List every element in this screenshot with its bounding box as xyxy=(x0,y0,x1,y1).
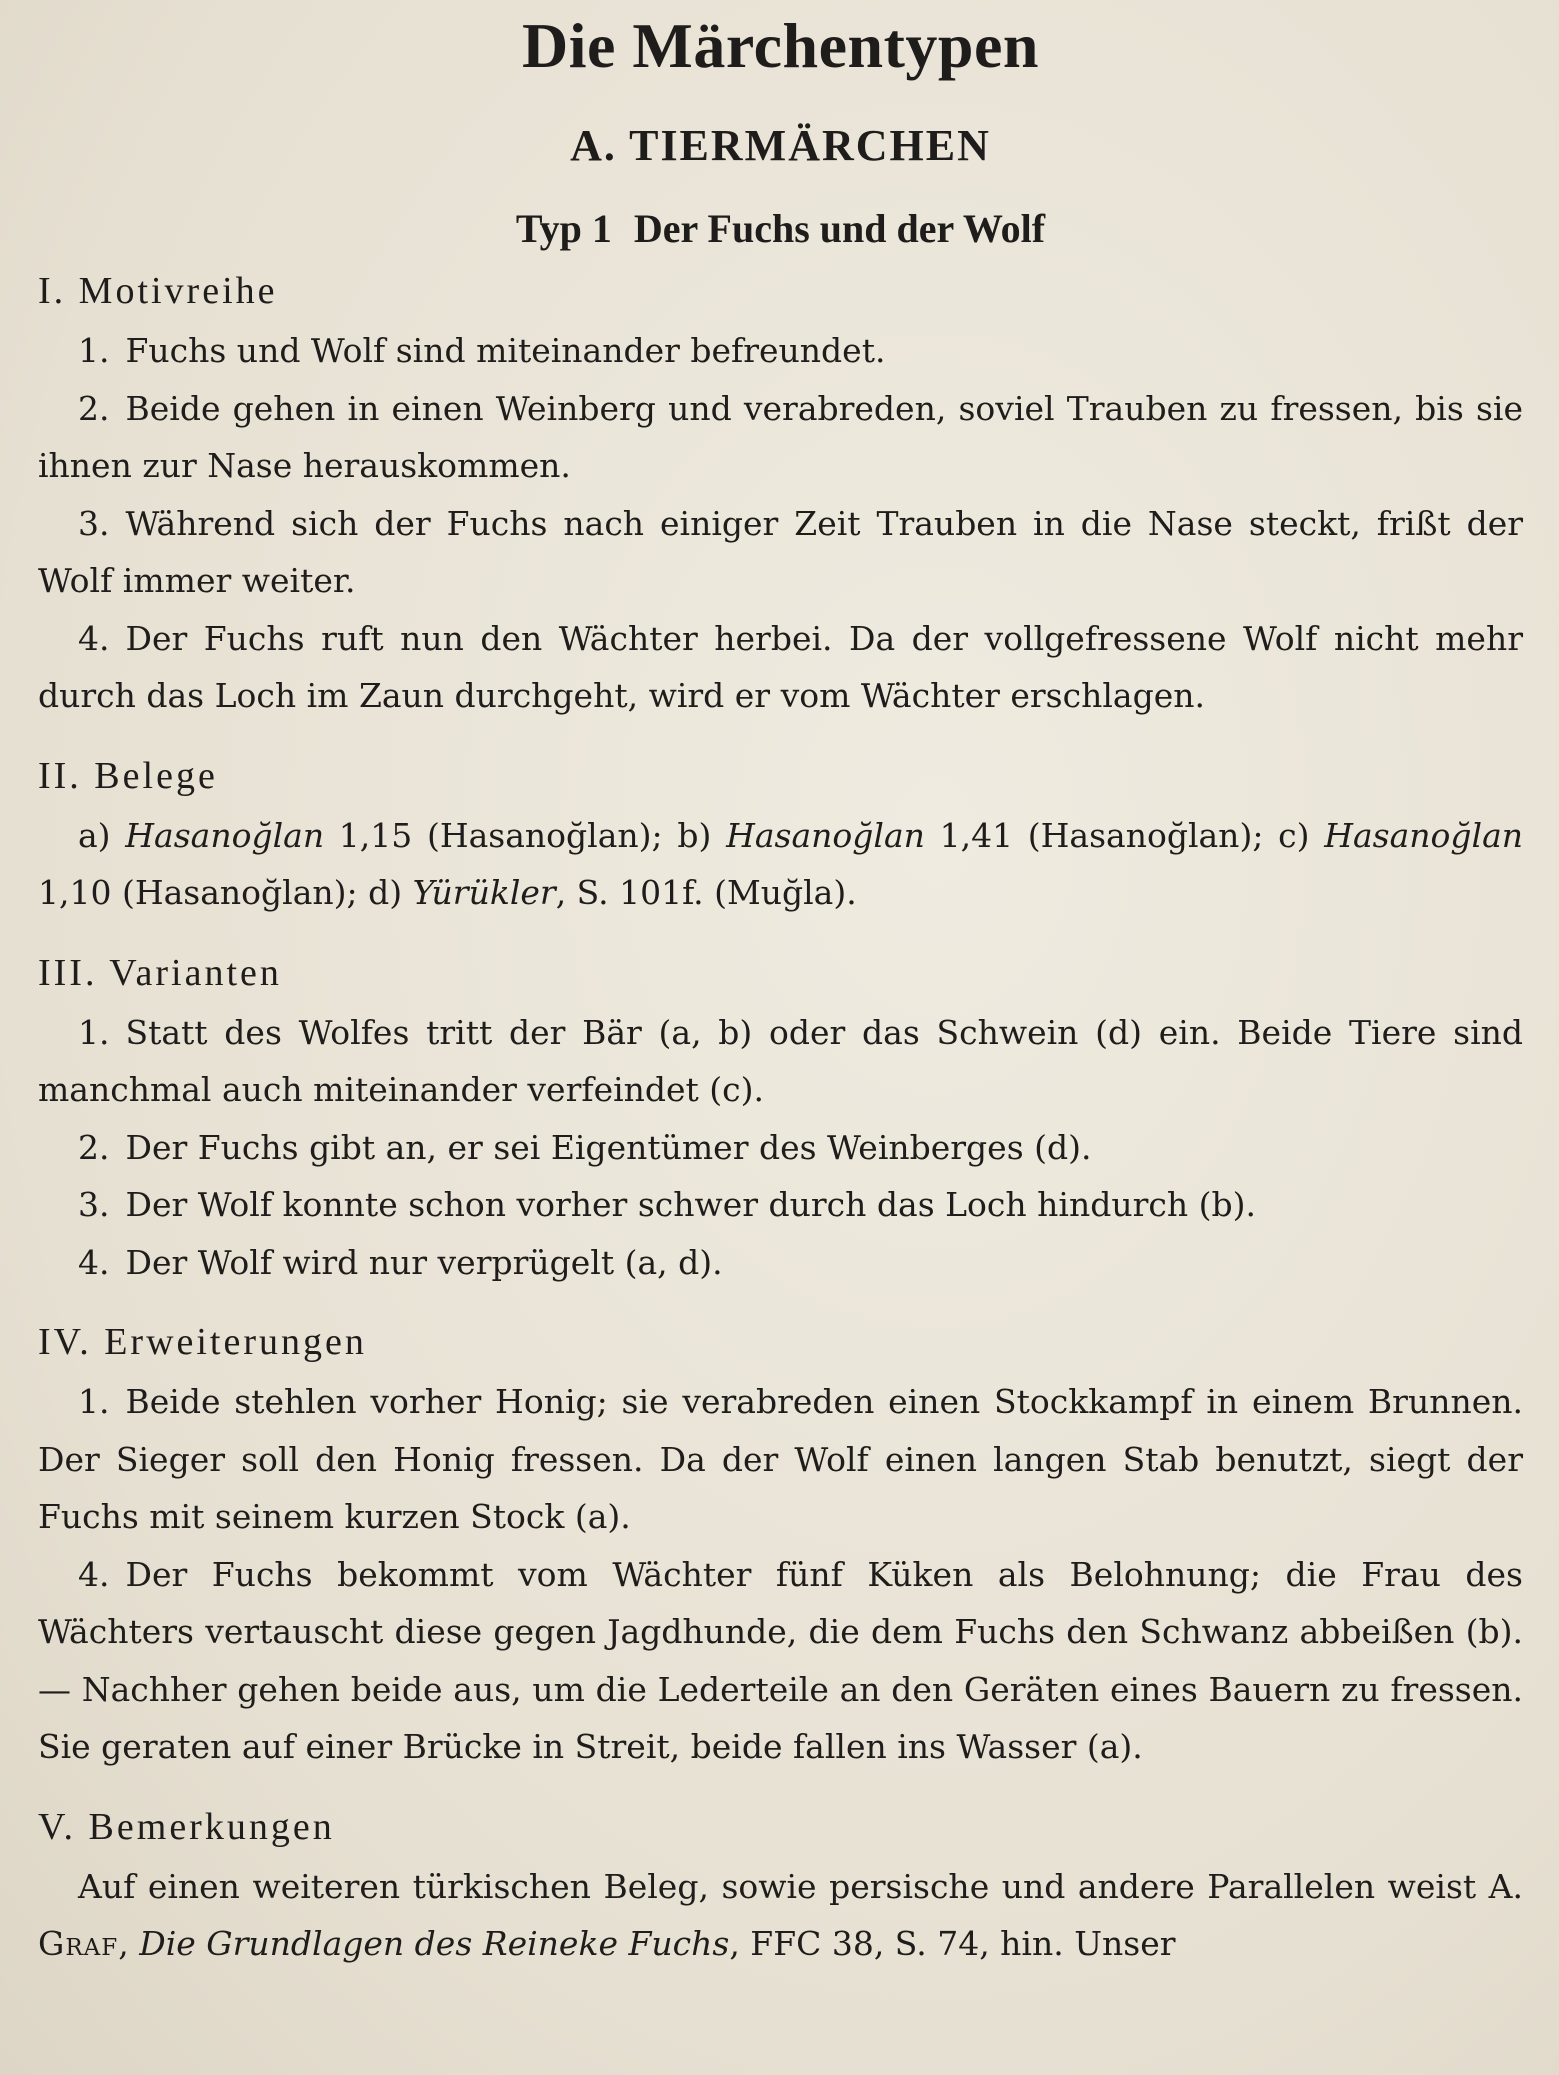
ref-source-c: Hasanoğlan xyxy=(1324,815,1524,855)
type-name: Der Fuchs und der Wolf xyxy=(633,206,1046,251)
item-text: Der Wolf wird nur verprügelt (a, d). xyxy=(125,1242,723,1282)
item-number: 4. xyxy=(78,1242,110,1282)
section-heading-belege: II. Belege xyxy=(38,754,218,797)
motiv-item xyxy=(38,610,1523,725)
bemerkungen-text xyxy=(38,1858,1523,1973)
extension-item xyxy=(38,1373,1523,1546)
item-text: Beide gehen in einen Weinberg und verabreden, soviel Trauben zu fressen, bis sie ihnen zur Nase herauskommen. xyxy=(38,388,1523,485)
item-number: 3. xyxy=(78,1185,110,1224)
ref-source-d: Yürükler xyxy=(412,873,556,912)
variant-item xyxy=(38,1234,1523,1292)
remark-comma: , xyxy=(118,1924,129,1963)
motiv-item xyxy=(38,380,1523,495)
remark-text-before: Auf einen weiteren türkischen Beleg, sowie persische und andere Parallelen weist A. xyxy=(78,1866,1523,1906)
section-bemerkungen xyxy=(38,1802,1523,1973)
remark-author: Graf xyxy=(38,1924,119,1963)
motiv-item xyxy=(38,322,1523,380)
item-number: 4. xyxy=(78,618,110,658)
ref-label-b: b) xyxy=(677,815,712,855)
item-text: Beide stehlen vorher Honig; sie verabreden einen Stockkampf in einem Brunnen. Der Sieger soll den Honig fressen. Da der Wolf einen langen Stab benutzt, siegt der Fuchs mit seinem kurzen Stock (a). xyxy=(38,1382,1523,1536)
ref-source-b: Hasanoğlan xyxy=(726,815,925,855)
ref-source-a: Hasanoğlan xyxy=(125,815,325,855)
remark-work-title: Die Grundlagen des Reineke Fuchs xyxy=(139,1924,730,1963)
section-varianten xyxy=(38,948,1523,1292)
item-number: 1. xyxy=(78,1382,110,1421)
item-number: 1. xyxy=(78,1012,110,1052)
variant-item xyxy=(38,1004,1523,1119)
item-text: Der Fuchs bekommt vom Wächter fünf Küken als Belohnung; die Frau des Wächters vertauscht diese gegen Jagdhunde, die dem Fuchs den Schwanz abbeißen (b). — Nachher gehen beide aus, um die Lederteile an den Geräten eines Bauern zu fressen. Sie geraten auf einer Brücke in Streit, beide fallen ins Wasser (a). xyxy=(38,1554,1523,1766)
item-text: Statt des Wolfes tritt der Bär (a, b) oder das Schwein (d) ein. Beide Tiere sind manchmal auch miteinander verfeindet (c). xyxy=(38,1012,1523,1109)
section-heading-motivreihe: I. Motivreihe xyxy=(38,270,278,312)
ref-detail-d: , S. 101f. (Muğla). xyxy=(555,873,857,912)
motiv-item xyxy=(38,495,1523,610)
item-number: 2. xyxy=(78,388,110,428)
ref-detail-c: 1,10 (Hasanoğlan); xyxy=(38,873,358,912)
page xyxy=(38,0,1523,1973)
book-title: Die Märchentypen xyxy=(522,10,1039,81)
ref-detail-b: 1,41 (Hasanoğlan); xyxy=(939,815,1264,855)
item-number: 1. xyxy=(78,331,110,370)
section-erweiterungen xyxy=(38,1317,1523,1776)
item-number: 3. xyxy=(78,503,110,543)
variant-item xyxy=(38,1119,1523,1177)
item-text: Der Fuchs ruft nun den Wächter herbei. Da der vollgefressene Wolf nicht mehr durch das Loch im Zaun durchgeht, wird er vom Wächter erschlagen. xyxy=(38,618,1523,715)
section-title: A. TIERMÄRCHEN xyxy=(570,121,991,170)
section-belege xyxy=(38,751,1523,922)
ref-detail-a: 1,15 (Hasanoğlan); xyxy=(338,815,663,855)
type-number: Typ 1 xyxy=(515,206,612,251)
ref-label-a: a) xyxy=(78,815,111,855)
section-motivreihe xyxy=(38,266,1523,725)
ref-label-d: d) xyxy=(368,873,403,912)
item-text: Fuchs und Wolf sind miteinander befreundet. xyxy=(125,331,886,370)
item-number: 4. xyxy=(78,1554,110,1594)
item-number: 2. xyxy=(78,1127,110,1167)
section-heading-erweiterungen: IV. Erweiterungen xyxy=(38,1321,367,1363)
item-text: Während sich der Fuchs nach einiger Zeit Trauben in die Nase steckt, frißt der Wolf immer weiter. xyxy=(38,503,1523,600)
item-text: Der Fuchs gibt an, er sei Eigentümer des Weinberges (d). xyxy=(125,1127,1092,1167)
section-heading-varianten: III. Varianten xyxy=(38,951,282,994)
item-text: Der Wolf konnte schon vorher schwer durch das Loch hindurch (b). xyxy=(125,1185,1256,1224)
section-heading-bemerkungen: V. Bemerkungen xyxy=(38,1805,335,1848)
type-heading xyxy=(38,204,1523,254)
variant-item xyxy=(38,1176,1523,1234)
ref-label-c: c) xyxy=(1278,815,1310,855)
remark-text-after: , FFC 38, S. 74, hin. Unser xyxy=(729,1924,1176,1963)
belege-text xyxy=(38,807,1523,922)
extension-item xyxy=(38,1546,1523,1776)
